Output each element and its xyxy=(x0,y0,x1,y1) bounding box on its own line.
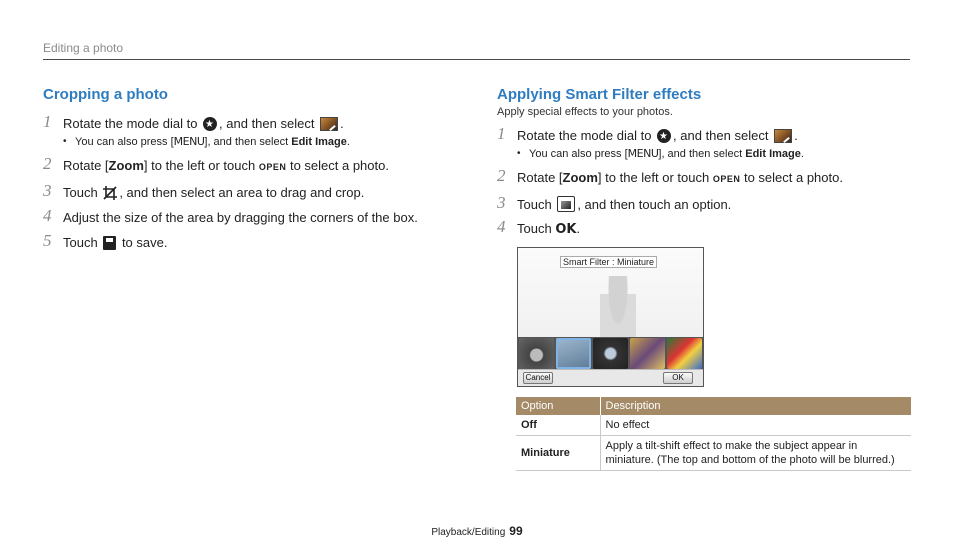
open-label: OPEN xyxy=(258,162,287,172)
description-cell: No effect xyxy=(600,415,911,436)
cropping-section xyxy=(43,86,443,251)
step-number: 4 xyxy=(43,206,52,225)
smart-filter-title: Applying Smart Filter effects xyxy=(497,86,702,103)
step-number: 4 xyxy=(497,217,506,236)
footer-section-label: Playback/Editing xyxy=(431,527,506,538)
step-text: . xyxy=(794,128,798,143)
step-number: 2 xyxy=(497,166,506,185)
screen-bottom-bar xyxy=(518,369,703,386)
option-cell: Miniature xyxy=(516,436,600,471)
note-bold: Edit Image xyxy=(291,136,347,148)
step-text: . xyxy=(576,221,581,236)
cancel-button[interactable]: Cancel xyxy=(523,372,553,384)
column-header-description: Description xyxy=(600,397,911,415)
note-bold: Edit Image xyxy=(745,148,801,160)
step-number: 1 xyxy=(497,124,506,143)
cropping-title: Cropping a photo xyxy=(43,86,168,103)
step-text: to save. xyxy=(118,235,168,250)
header-divider xyxy=(43,59,910,60)
step-text: Touch xyxy=(63,235,98,250)
filter-step-3 xyxy=(497,193,912,213)
note-text: You can also press [ xyxy=(75,136,174,148)
step-text: , and then select an area to drag and crop. xyxy=(119,185,365,200)
note-text: . xyxy=(346,136,350,148)
step-text: Touch xyxy=(63,185,98,200)
step-text: Rotate the mode dial to xyxy=(63,116,198,131)
step-text: , and then select xyxy=(673,128,769,143)
ok-key-label: OK xyxy=(555,222,577,237)
smart-mode-dial-icon xyxy=(657,129,671,143)
note-text: You can also press [ xyxy=(529,148,628,160)
crop-step-3 xyxy=(43,181,443,201)
filter-thumbnail-strip xyxy=(518,337,703,370)
crop-step-1 xyxy=(43,112,443,132)
step-text: to select a photo. xyxy=(286,158,389,173)
crop-icon xyxy=(103,186,117,200)
menu-key-label: MENU xyxy=(627,147,659,160)
step-text: ] to the left or touch xyxy=(143,158,259,173)
step-number: 3 xyxy=(43,181,52,200)
step-text: Adjust the size of the area by dragging the corners of the box. xyxy=(63,210,418,225)
step-text: , and then touch an option. xyxy=(577,197,732,212)
open-label: OPEN xyxy=(712,174,741,184)
option-cell: Off xyxy=(516,415,600,436)
filter-thumb-sketch[interactable] xyxy=(630,338,665,369)
crop-step-1-note xyxy=(43,134,443,150)
filter-options-table xyxy=(516,397,911,471)
photo-editor-icon xyxy=(774,129,792,143)
step-text: , and then select xyxy=(219,116,315,131)
header-section-label: Editing a photo xyxy=(43,41,124,55)
step-text: ] to the left or touch xyxy=(597,170,713,185)
filter-step-1-note xyxy=(497,146,912,162)
step-number: 3 xyxy=(497,193,506,212)
page-footer xyxy=(0,524,954,538)
step-text: to select a photo. xyxy=(740,170,843,185)
filter-step-4 xyxy=(497,217,912,238)
table-row xyxy=(516,415,911,436)
smart-filter-subtitle: Apply special effects to your photos. xyxy=(497,106,673,118)
save-icon xyxy=(103,236,116,250)
filter-thumb-fisheye[interactable] xyxy=(593,338,628,369)
step-number: 5 xyxy=(43,231,52,250)
page-number: 99 xyxy=(509,524,523,538)
step-text: Rotate [ xyxy=(63,158,109,173)
filter-step-1 xyxy=(497,124,912,144)
photo-editor-icon xyxy=(320,117,338,131)
crop-step-2 xyxy=(43,154,443,176)
step-number: 1 xyxy=(43,112,52,131)
filter-thumb-color[interactable] xyxy=(667,338,702,369)
description-cell: Apply a tilt-shift effect to make the subject appear in miniature. (The top and bottom of the photo will be blurred.) xyxy=(600,436,911,471)
step-text: Rotate [ xyxy=(517,170,563,185)
crop-step-5 xyxy=(43,231,443,251)
smart-mode-dial-icon xyxy=(203,117,217,131)
smart-filter-icon xyxy=(557,196,575,212)
filter-thumb-miniature[interactable] xyxy=(556,338,591,369)
step-text: Rotate the mode dial to xyxy=(517,128,652,143)
table-row xyxy=(516,436,911,471)
note-text: . xyxy=(800,148,804,160)
ok-button[interactable]: OK xyxy=(663,372,693,384)
filter-thumb-off[interactable] xyxy=(519,338,554,369)
filter-step-2 xyxy=(497,166,912,188)
step-text: Touch xyxy=(517,197,552,212)
smart-filter-section xyxy=(497,86,912,238)
filter-name-label: Smart Filter : Miniature xyxy=(560,256,657,268)
menu-key-label: MENU xyxy=(173,135,205,148)
step-number: 2 xyxy=(43,154,52,173)
step-text: Touch xyxy=(517,221,552,236)
column-header-option: Option xyxy=(516,397,600,415)
step-text: . xyxy=(340,116,344,131)
table-header-row xyxy=(516,397,911,415)
zoom-label: Zoom xyxy=(562,170,598,185)
crop-step-4 xyxy=(43,206,443,226)
camera-screen-illustration xyxy=(517,247,704,387)
note-text: ], and then select xyxy=(204,136,292,148)
note-text: ], and then select xyxy=(658,148,746,160)
zoom-label: Zoom xyxy=(108,158,144,173)
